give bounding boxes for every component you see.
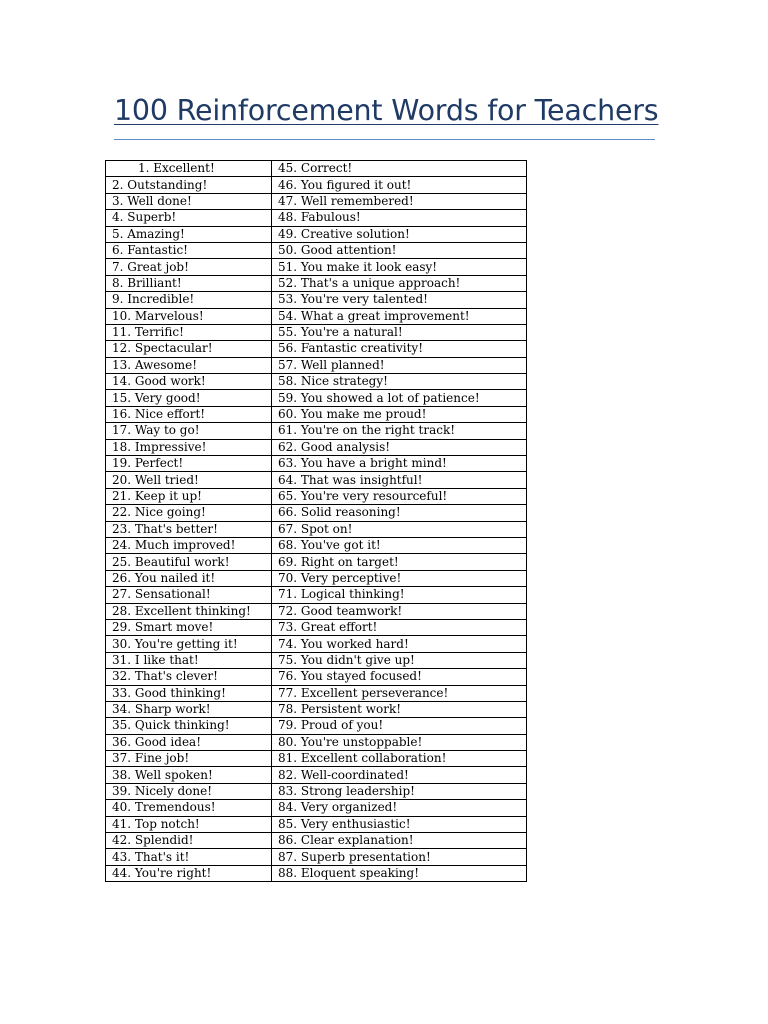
table-row — [106, 193, 527, 209]
table-row — [106, 374, 527, 390]
word-cell-left: 9. Incredible! — [106, 292, 272, 308]
table-row — [106, 259, 527, 275]
word-cell-left: 33. Good thinking! — [106, 685, 272, 701]
word-cell-right: 71. Logical thinking! — [272, 587, 527, 603]
table-row — [106, 439, 527, 455]
table-row — [106, 357, 527, 373]
table-row — [106, 603, 527, 619]
word-cell-right: 67. Spot on! — [272, 521, 527, 537]
word-cell-left: 38. Well spoken! — [106, 767, 272, 783]
table-row — [106, 718, 527, 734]
word-cell-left: 24. Much improved! — [106, 537, 272, 553]
table-row — [106, 210, 527, 226]
table-row — [106, 390, 527, 406]
reinforcement-words-table — [105, 160, 527, 882]
table-row — [106, 685, 527, 701]
word-cell-right: 70. Very perceptive! — [272, 570, 527, 586]
word-cell-left: 37. Fine job! — [106, 751, 272, 767]
word-cell-right: 81. Excellent collaboration! — [272, 751, 527, 767]
table-row — [106, 324, 527, 340]
word-cell-left: 31. I like that! — [106, 652, 272, 668]
word-cell-left: 4. Superb! — [106, 210, 272, 226]
word-cell-right: 49. Creative solution! — [272, 226, 527, 242]
word-cell-left: 41. Top notch! — [106, 816, 272, 832]
word-cell-right: 68. You've got it! — [272, 537, 527, 553]
table-row — [106, 423, 527, 439]
word-cell-right: 87. Superb presentation! — [272, 849, 527, 865]
word-cell-left: 26. You nailed it! — [106, 570, 272, 586]
word-cell-left: 10. Marvelous! — [106, 308, 272, 324]
word-cell-left: 22. Nice going! — [106, 505, 272, 521]
word-cell-left: 17. Way to go! — [106, 423, 272, 439]
word-cell-left: 1. Excellent! — [106, 161, 272, 177]
table-row — [106, 505, 527, 521]
table-row — [106, 669, 527, 685]
table-row — [106, 488, 527, 504]
word-cell-right: 75. You didn't give up! — [272, 652, 527, 668]
word-cell-left: 15. Very good! — [106, 390, 272, 406]
table-row — [106, 800, 527, 816]
word-cell-left: 16. Nice effort! — [106, 406, 272, 422]
word-cell-right: 60. You make me proud! — [272, 406, 527, 422]
word-cell-right: 79. Proud of you! — [272, 718, 527, 734]
table-row — [106, 619, 527, 635]
table-row — [106, 636, 527, 652]
table-row — [106, 816, 527, 832]
word-cell-right: 80. You're unstoppable! — [272, 734, 527, 750]
word-cell-left: 14. Good work! — [106, 374, 272, 390]
word-cell-right: 48. Fabulous! — [272, 210, 527, 226]
word-cell-right: 56. Fantastic creativity! — [272, 341, 527, 357]
table-row — [106, 587, 527, 603]
word-cell-left: 27. Sensational! — [106, 587, 272, 603]
word-cell-left: 21. Keep it up! — [106, 488, 272, 504]
table-row — [106, 275, 527, 291]
document-title: 100 Reinforcement Words for Teachers — [114, 94, 659, 127]
table-row — [106, 783, 527, 799]
word-cell-left: 3. Well done! — [106, 193, 272, 209]
table-row — [106, 751, 527, 767]
word-cell-right: 45. Correct! — [272, 161, 527, 177]
table-row — [106, 652, 527, 668]
word-cell-right: 69. Right on target! — [272, 554, 527, 570]
word-cell-right: 72. Good teamwork! — [272, 603, 527, 619]
word-cell-right: 51. You make it look easy! — [272, 259, 527, 275]
word-cell-left: 20. Well tried! — [106, 472, 272, 488]
table-row — [106, 341, 527, 357]
table-row — [106, 226, 527, 242]
word-cell-right: 73. Great effort! — [272, 619, 527, 635]
word-cell-right: 76. You stayed focused! — [272, 669, 527, 685]
word-cell-right: 83. Strong leadership! — [272, 783, 527, 799]
word-cell-left: 29. Smart move! — [106, 619, 272, 635]
word-cell-right: 59. You showed a lot of patience! — [272, 390, 527, 406]
table-row — [106, 849, 527, 865]
table-row — [106, 734, 527, 750]
word-cell-left: 35. Quick thinking! — [106, 718, 272, 734]
word-cell-left: 30. You're getting it! — [106, 636, 272, 652]
title-underline-rule — [114, 139, 655, 140]
word-cell-right: 63. You have a bright mind! — [272, 456, 527, 472]
table-row — [106, 161, 527, 177]
word-cell-right: 62. Good analysis! — [272, 439, 527, 455]
word-cell-left: 28. Excellent thinking! — [106, 603, 272, 619]
table-row — [106, 242, 527, 258]
table-row — [106, 833, 527, 849]
word-cell-left: 42. Splendid! — [106, 833, 272, 849]
word-cell-right: 86. Clear explanation! — [272, 833, 527, 849]
table-body — [106, 161, 527, 882]
word-cell-right: 84. Very organized! — [272, 800, 527, 816]
word-cell-left: 39. Nicely done! — [106, 783, 272, 799]
word-cell-right: 57. Well planned! — [272, 357, 527, 373]
word-cell-right: 74. You worked hard! — [272, 636, 527, 652]
word-cell-right: 53. You're very talented! — [272, 292, 527, 308]
table-row — [106, 537, 527, 553]
word-cell-left: 36. Good idea! — [106, 734, 272, 750]
word-cell-left: 34. Sharp work! — [106, 701, 272, 717]
table-row — [106, 472, 527, 488]
word-cell-right: 77. Excellent perseverance! — [272, 685, 527, 701]
word-cell-right: 65. You're very resourceful! — [272, 488, 527, 504]
word-cell-right: 66. Solid reasoning! — [272, 505, 527, 521]
table-row — [106, 554, 527, 570]
word-cell-left: 40. Tremendous! — [106, 800, 272, 816]
word-cell-right: 46. You figured it out! — [272, 177, 527, 193]
word-cell-right: 58. Nice strategy! — [272, 374, 527, 390]
word-cell-left: 44. You're right! — [106, 865, 272, 881]
table-row — [106, 456, 527, 472]
word-cell-left: 25. Beautiful work! — [106, 554, 272, 570]
table-row — [106, 521, 527, 537]
word-cell-left: 18. Impressive! — [106, 439, 272, 455]
table-row — [106, 177, 527, 193]
word-cell-left: 11. Terrific! — [106, 324, 272, 340]
word-cell-left: 6. Fantastic! — [106, 242, 272, 258]
table-row — [106, 570, 527, 586]
word-cell-left: 8. Brilliant! — [106, 275, 272, 291]
word-cell-left: 43. That's it! — [106, 849, 272, 865]
word-cell-left: 2. Outstanding! — [106, 177, 272, 193]
table-row — [106, 701, 527, 717]
word-cell-right: 78. Persistent work! — [272, 701, 527, 717]
word-cell-left: 12. Spectacular! — [106, 341, 272, 357]
word-cell-right: 50. Good attention! — [272, 242, 527, 258]
table-row — [106, 406, 527, 422]
word-cell-right: 82. Well-coordinated! — [272, 767, 527, 783]
table-row — [106, 308, 527, 324]
word-cell-right: 52. That's a unique approach! — [272, 275, 527, 291]
word-cell-left: 13. Awesome! — [106, 357, 272, 373]
word-cell-right: 85. Very enthusiastic! — [272, 816, 527, 832]
table-row — [106, 767, 527, 783]
word-cell-left: 23. That's better! — [106, 521, 272, 537]
word-cell-right: 61. You're on the right track! — [272, 423, 527, 439]
word-cell-right: 64. That was insightful! — [272, 472, 527, 488]
word-cell-left: 19. Perfect! — [106, 456, 272, 472]
word-cell-left: 32. That's clever! — [106, 669, 272, 685]
word-cell-left: 7. Great job! — [106, 259, 272, 275]
word-cell-right: 55. You're a natural! — [272, 324, 527, 340]
word-cell-right: 47. Well remembered! — [272, 193, 527, 209]
table-row — [106, 865, 527, 881]
word-cell-left: 5. Amazing! — [106, 226, 272, 242]
table-row — [106, 292, 527, 308]
word-cell-right: 54. What a great improvement! — [272, 308, 527, 324]
word-cell-right: 88. Eloquent speaking! — [272, 865, 527, 881]
